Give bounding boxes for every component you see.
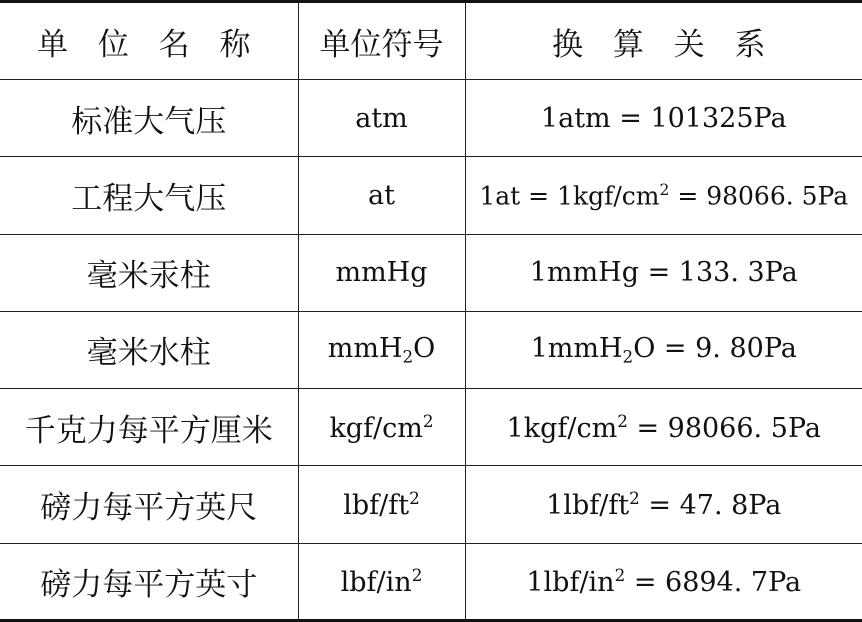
conversion-cell: 1mmH$_2$O = 9. 80Pa (465, 311, 862, 388)
table-row (0, 389, 862, 466)
conversion-cell: $1lbf/in^2 = 6894$. 7Pa (465, 543, 862, 620)
conversion-cell: $1lbf/ft^2 = 47$. 8Pa (465, 466, 862, 543)
unit-name-cell: 标准大气压 (0, 80, 298, 157)
unit-symbol-cell: atm (298, 80, 465, 157)
header-unit-symbol: 单位符号 (298, 2, 465, 80)
header-unit-name: 单 位 名 称 (0, 2, 298, 80)
unit-name-cell: 磅力每平方英尺 (0, 466, 298, 543)
table-body (0, 80, 862, 621)
unit-name-cell: 毫米水柱 (0, 311, 298, 388)
unit-symbol-cell: kgf/$cm^2$ (298, 389, 465, 466)
table-row (0, 466, 862, 543)
unit-symbol-cell: lbf/$in^2$ (298, 543, 465, 620)
unit-symbol-cell: lbf/$ft^2$ (298, 466, 465, 543)
table-row (0, 311, 862, 388)
table-row (0, 234, 862, 311)
header-conversion: 换 算 关 系 (465, 2, 862, 80)
table-row (0, 80, 862, 157)
unit-name-cell: 毫米汞柱 (0, 234, 298, 311)
conversion-cell: 1atm = 101325Pa (465, 80, 862, 157)
unit-symbol-cell: mmHg (298, 234, 465, 311)
conversion-cell: $1kgf/cm^2 = 98066$. 5Pa (465, 389, 862, 466)
unit-name-cell: 千克力每平方厘米 (0, 389, 298, 466)
unit-name-cell: 磅力每平方英寸 (0, 543, 298, 620)
conversion-cell: $1at = 1kgf/cm^2 = 98066$. 5Pa (465, 157, 862, 234)
table-row (0, 543, 862, 620)
unit-name-cell: 工程大气压 (0, 157, 298, 234)
conversion-cell: 1mmHg = 133. 3Pa (465, 234, 862, 311)
unit-symbol-cell: mmH$_2$O (298, 311, 465, 388)
header-row (0, 2, 862, 80)
unit-symbol-cell: at (298, 157, 465, 234)
table-row (0, 157, 862, 234)
